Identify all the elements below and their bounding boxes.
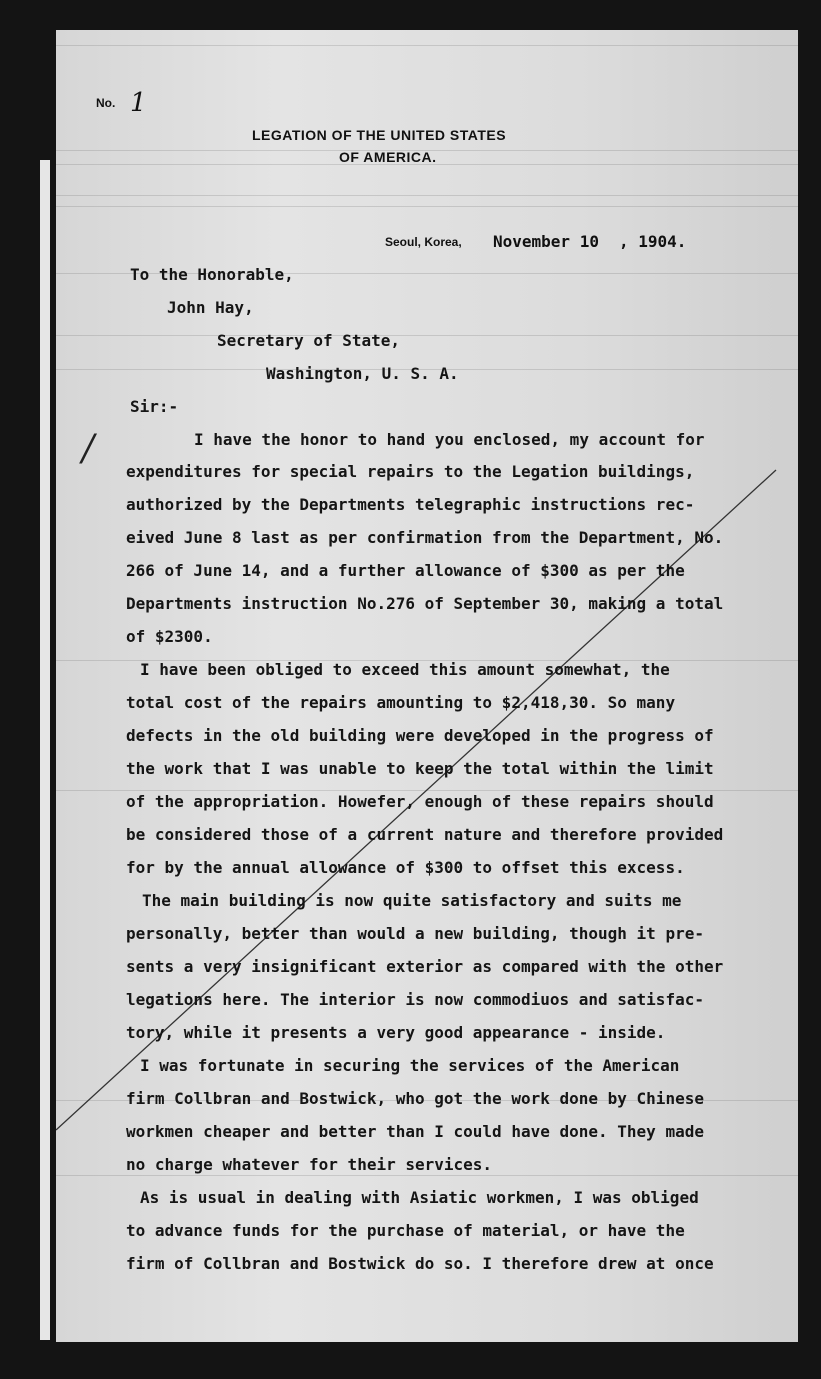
body-line: legations here. The interior is now commodiuos and satisfac- <box>126 990 704 1009</box>
body-line: As is usual in dealing with Asiatic workmen, I was obliged <box>140 1188 699 1207</box>
body-line: expenditures for special repairs to the Legation buildings, <box>126 462 695 481</box>
diagonal-crossout <box>56 30 798 1342</box>
dateline-date: November 10 <box>493 232 599 251</box>
handwritten-number: 1 <box>130 88 147 118</box>
letterhead-line-2: OF AMERICA. <box>339 149 437 165</box>
body-line: firm Collbran and Bostwick, who got the work done by Chinese <box>126 1089 704 1108</box>
body-line: I have been obliged to exceed this amount somewhat, the <box>140 660 670 679</box>
body-line: total cost of the repairs amounting to $2,418,30. So many <box>126 693 676 712</box>
letter-page <box>56 30 798 1342</box>
body-line: sents a very insignificant exterior as compared with the other <box>126 957 724 976</box>
body-line: authorized by the Departments telegraphic instructions rec- <box>126 495 695 514</box>
address-line-2: John Hay, <box>167 298 254 317</box>
body-line: I was fortunate in securing the services of the American <box>140 1056 680 1075</box>
film-edge <box>40 160 50 1340</box>
address-line-1: To the Honorable, <box>130 265 294 284</box>
body-line: be considered those of a current nature and therefore provided <box>126 825 724 844</box>
body-line: eived June 8 last as per confirmation from the Department, No. <box>126 528 724 547</box>
body-line: Departments instruction No.276 of September 30, making a total <box>126 594 724 613</box>
dateline-place: Seoul, Korea, <box>385 235 462 249</box>
body-line: firm of Collbran and Bostwick do so. I therefore drew at once <box>126 1254 714 1273</box>
margin-mark: / <box>82 428 95 469</box>
body-line: no charge whatever for their services. <box>126 1155 493 1174</box>
body-line: 266 of June 14, and a further allowance of $300 as per the <box>126 561 685 580</box>
address-line-4: Washington, U. S. A. <box>266 364 459 383</box>
body-line: The main building is now quite satisfactory and suits me <box>142 891 682 910</box>
body-line: of the appropriation. Howefer, enough of these repairs should <box>126 792 714 811</box>
number-label: No. <box>96 96 116 110</box>
address-line-3: Secretary of State, <box>217 331 401 350</box>
body-line: workmen cheaper and better than I could have done. They made <box>126 1122 704 1141</box>
letterhead-line-1: LEGATION OF THE UNITED STATES <box>252 127 507 143</box>
body-line: to advance funds for the purchase of material, or have the <box>126 1221 685 1240</box>
body-line: for by the annual allowance of $300 to offset this excess. <box>126 858 685 877</box>
dateline-year: , 1904. <box>619 232 687 251</box>
salutation: Sir:- <box>130 397 179 416</box>
body-line: I have the honor to hand you enclosed, my account for <box>194 430 705 449</box>
body-line: of $2300. <box>126 627 213 646</box>
body-line: personally, better than would a new building, though it pre- <box>126 924 704 943</box>
body-line: tory, while it presents a very good appearance - inside. <box>126 1023 666 1042</box>
body-line: the work that I was unable to keep the total within the limit <box>126 759 714 778</box>
body-line: defects in the old building were developed in the progress of <box>126 726 714 745</box>
